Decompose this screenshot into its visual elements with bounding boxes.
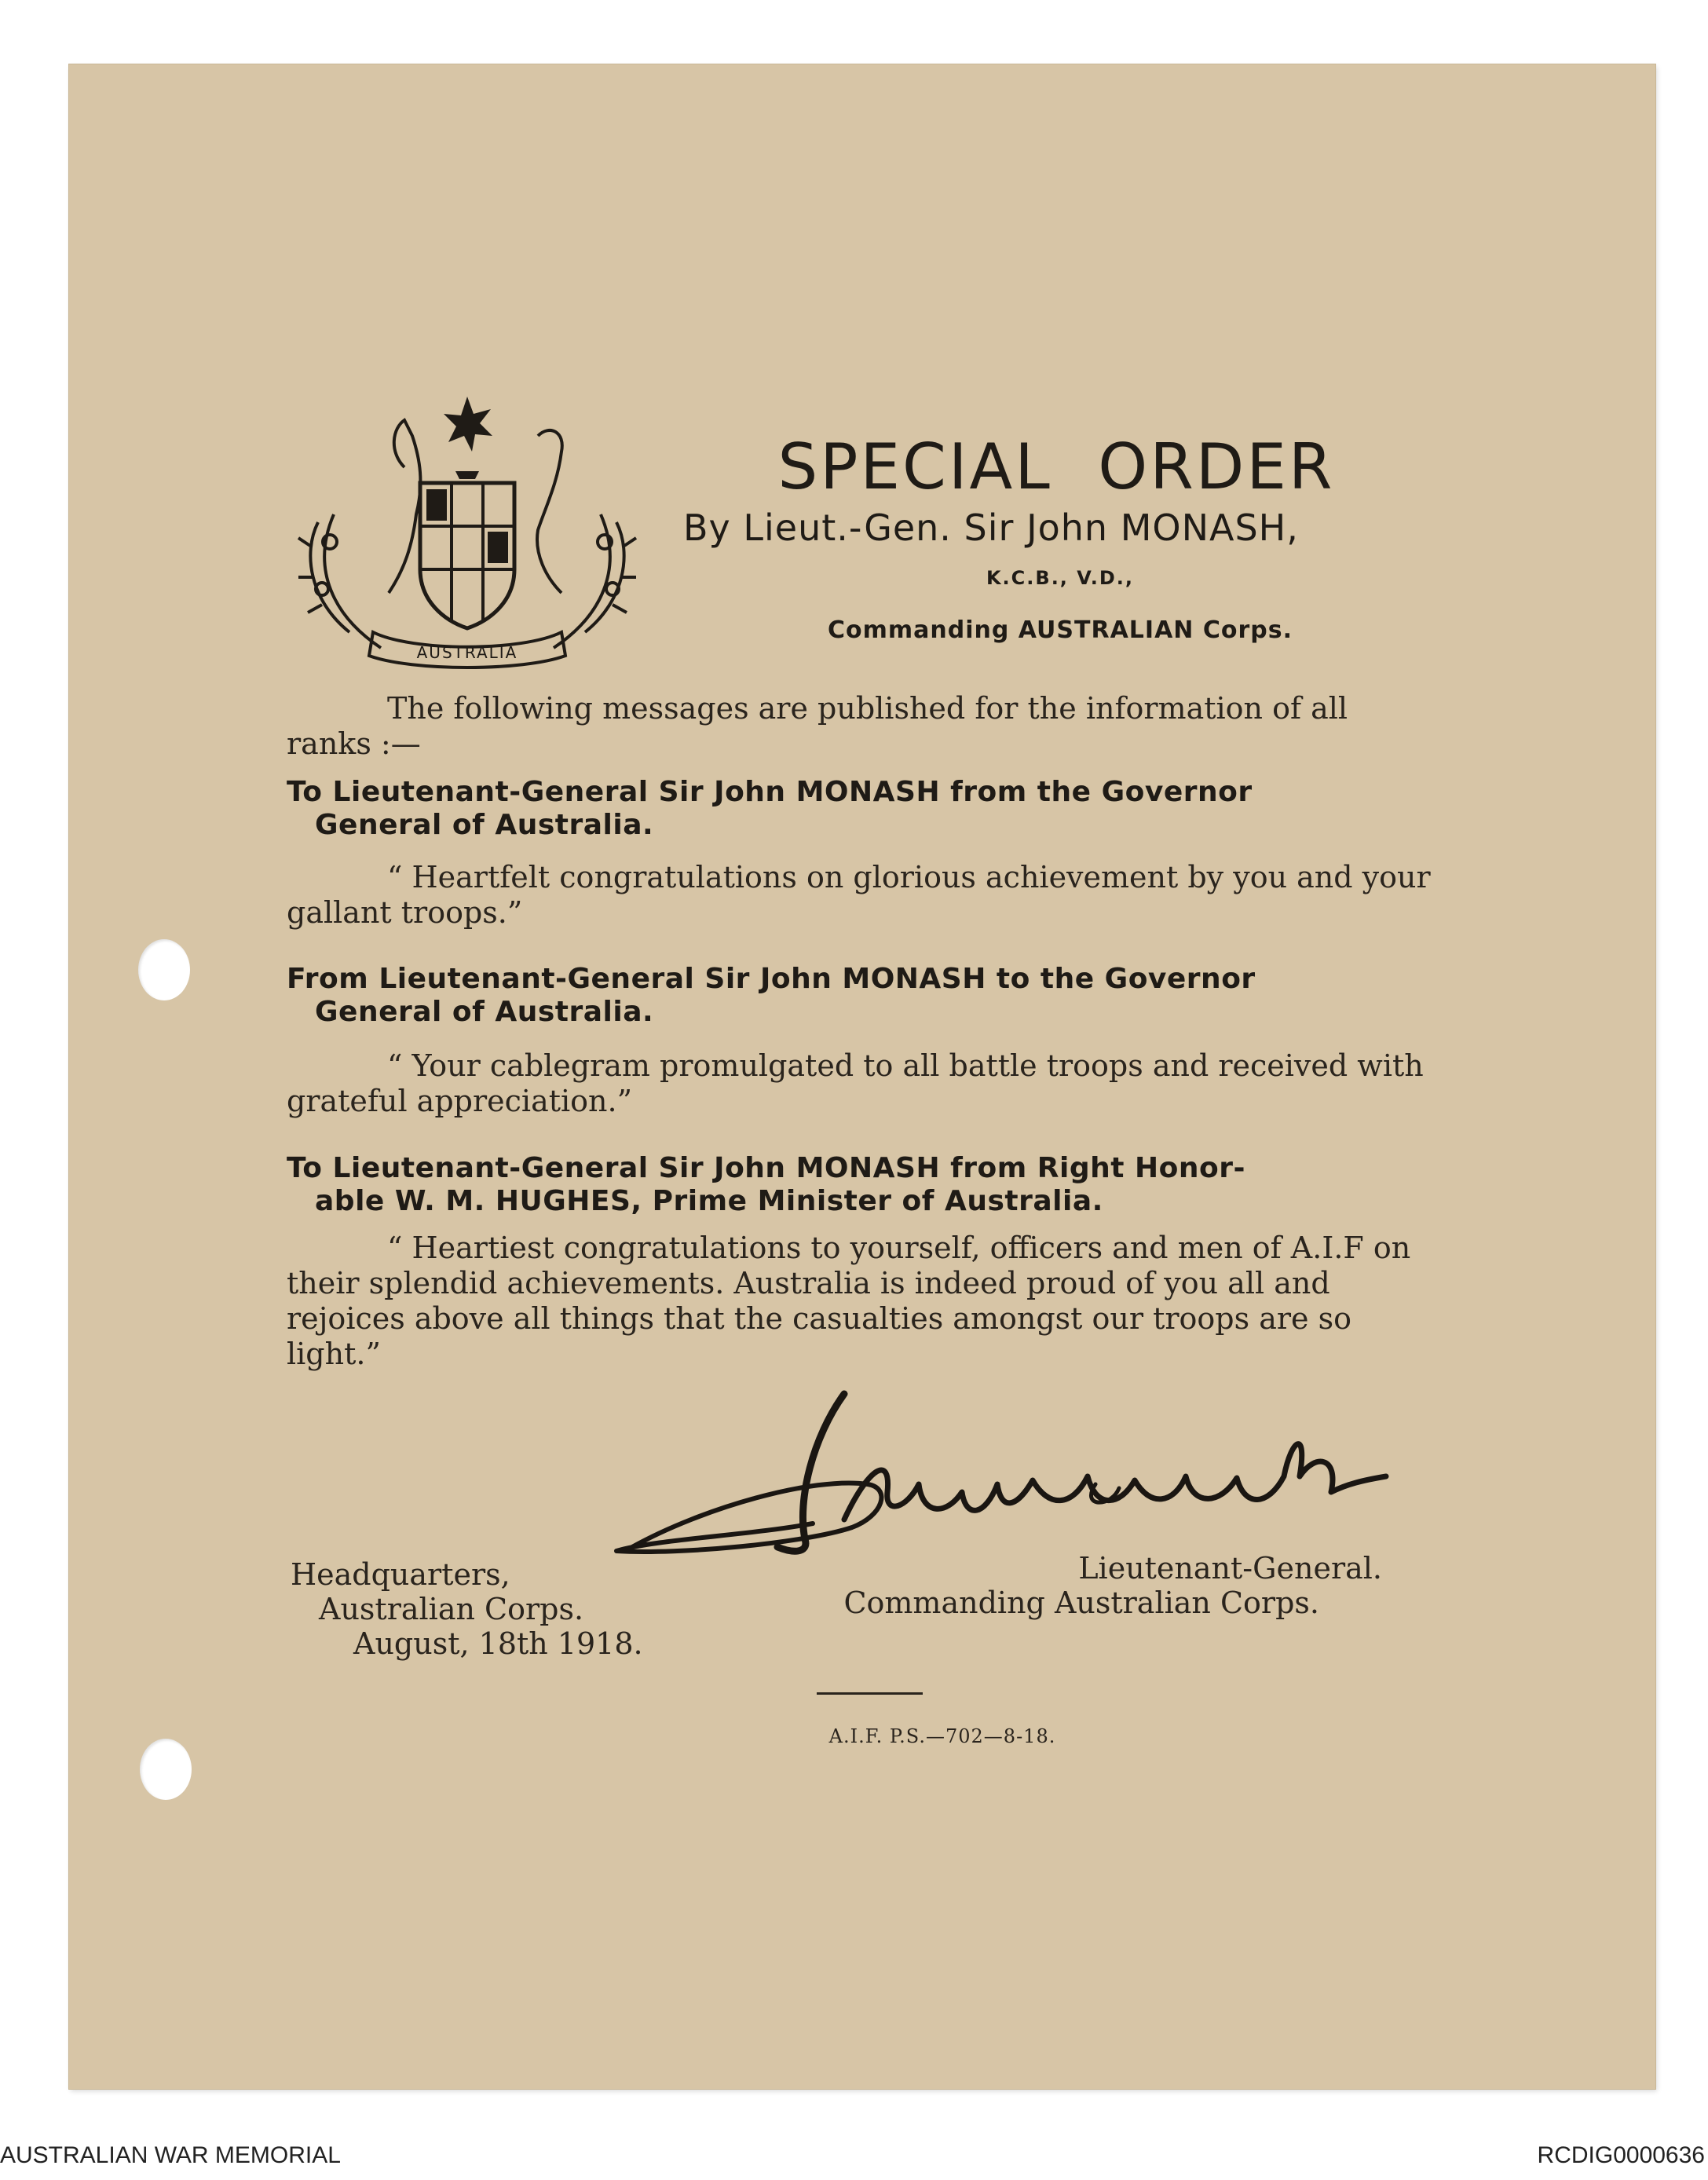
- intro-paragraph: The following messages are published for the information of all ranks :—: [287, 691, 1348, 761]
- issuer-byline: By Lieut.-Gen. Sir John MONASH,: [683, 507, 1299, 549]
- message-heading-3-line2: able W. M. HUGHES, Prime Minister of Australia.: [315, 1185, 1103, 1217]
- message-quote-2: “ Your cablegram promulgated to all battle troops and received with grateful appreciation.”: [287, 1048, 1424, 1118]
- punch-hole-top: [138, 939, 190, 1000]
- footer-institution: AUSTRALIAN WAR MEMORIAL: [0, 2142, 341, 2168]
- headquarters-line2: Australian Corps.: [319, 1592, 584, 1626]
- message-quote-3: “ Heartiest congratulations to yourself, officers and men of A.I.F on their splendid achievements. Australia is indeed proud of you all and rejoices above all things that the casualties amongst our troops are so light.”: [287, 1231, 1411, 1371]
- handwritten-signature: [609, 1390, 1441, 1563]
- page-title: SPECIAL ORDER: [777, 430, 1335, 503]
- message-heading-3-line1: To Lieutenant-General Sir John MONASH from Right Honor-: [287, 1152, 1245, 1184]
- message-heading-1-line2: General of Australia.: [315, 809, 654, 841]
- divider: [817, 1692, 923, 1695]
- coat-of-arms-icon: [287, 397, 648, 687]
- signatory-command: Commanding Australian Corps.: [843, 1586, 1319, 1620]
- message-quote-1: “ Heartfelt congratulations on glorious achievement by you and your gallant troops.”: [287, 860, 1431, 930]
- message-heading-1: [287, 776, 1433, 842]
- message-heading-2: [287, 963, 1433, 1029]
- crest-scroll-text: AUSTRALIA: [416, 643, 518, 662]
- footer-record-id: RCDIG0000636: [1537, 2142, 1705, 2168]
- message-heading-1-line1: To Lieutenant-General Sir John MONASH from the Governor: [287, 776, 1253, 808]
- issuer-honours: K.C.B., V.D.,: [986, 567, 1135, 589]
- punch-hole-bottom: [140, 1739, 192, 1800]
- issuer-command: Commanding AUSTRALIAN Corps.: [827, 616, 1293, 644]
- message-heading-3: [287, 1152, 1433, 1218]
- signatory-rank: Lieutenant-General.: [1078, 1551, 1382, 1586]
- message-heading-2-line2: General of Australia.: [315, 996, 654, 1028]
- headquarters-line1: Headquarters,: [291, 1557, 510, 1592]
- signatory-rank-block: [785, 1551, 1382, 1620]
- print-code: A.I.F. P.S.—702—8-18.: [828, 1725, 1056, 1747]
- order-date: August, 18th 1918.: [353, 1626, 643, 1661]
- headquarters-block: [291, 1557, 643, 1661]
- message-heading-2-line1: From Lieutenant-General Sir John MONASH to the Governor: [287, 963, 1256, 995]
